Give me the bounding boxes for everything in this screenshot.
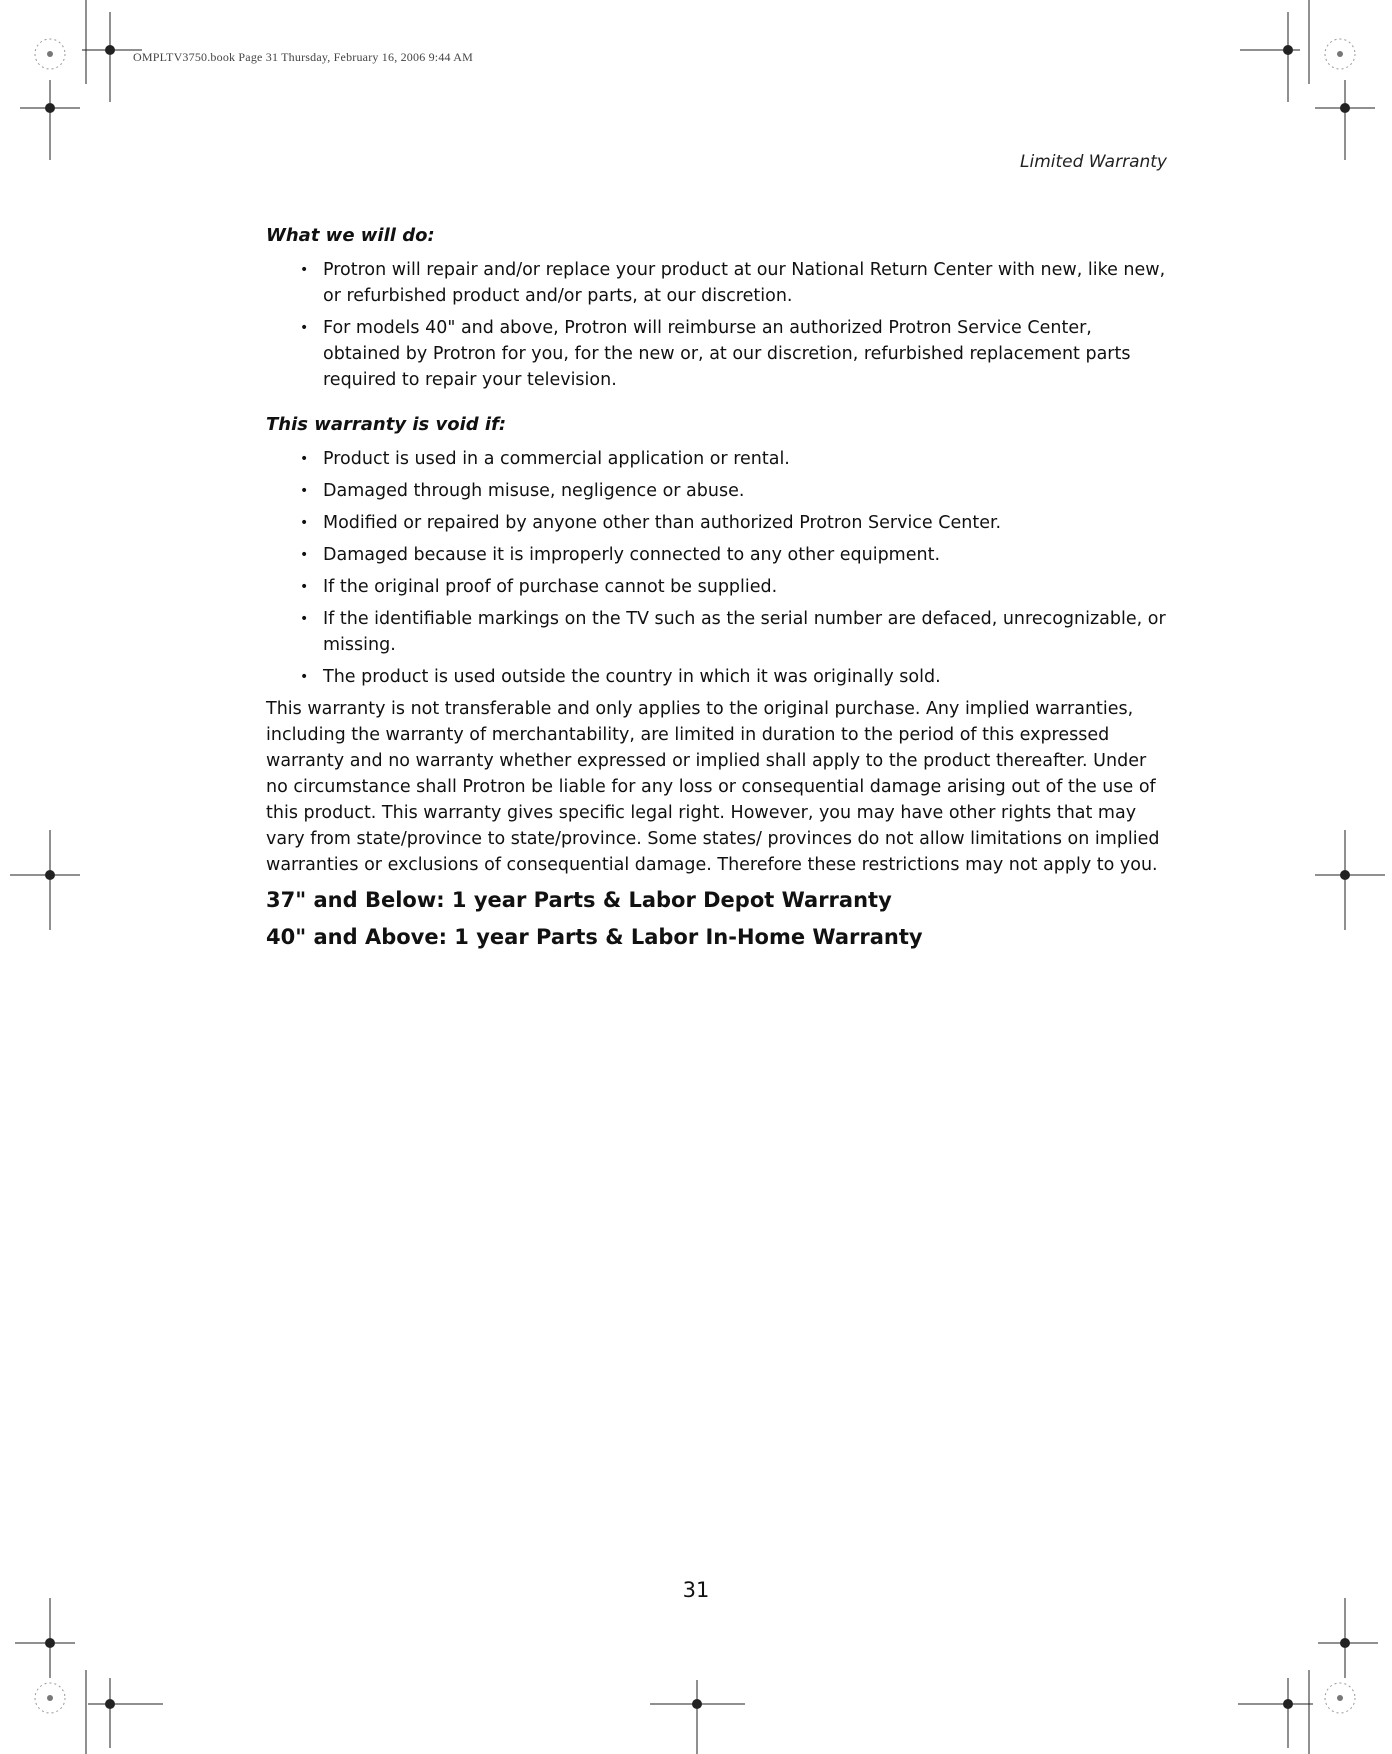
warranty-terms-paragraph: This warranty is not transferable and only applies to the original purchase. Any implied warranties, including the warranty of merchantability, are limited in duration to the period of this expressed warranty and no warranty whether expressed or implied shall apply to the product thereafter. Under no circumstance shall Protron be liable for any loss or consequential damage arising out of the use of this product. This warranty gives specific legal right. However, you may have other rights that may vary from state/province to state/province. Some states/ provinces do not allow limitations on implied warranties or exclusions of consequential damage. Therefore these restrictions may not apply to you. bbox=[266, 699, 1160, 875]
registration-mark-icon bbox=[10, 830, 80, 930]
list-item bbox=[300, 574, 1166, 600]
registration-mark-icon bbox=[88, 1668, 163, 1748]
registration-mark-icon bbox=[1238, 1668, 1313, 1748]
registration-mark-icon bbox=[82, 12, 142, 102]
trim-line-icon bbox=[1308, 0, 1310, 84]
list-item bbox=[300, 478, 1166, 504]
list-item bbox=[300, 446, 1166, 472]
list-item bbox=[300, 510, 1166, 536]
warranty-line-37-below: 37" and Below: 1 year Parts & Labor Depot Warranty bbox=[266, 888, 892, 912]
list-item bbox=[300, 606, 1166, 658]
registration-mark-icon bbox=[650, 1680, 745, 1754]
color-target-icon bbox=[32, 36, 68, 72]
list-item-text: Damaged because it is improperly connected to any other equipment. bbox=[323, 545, 941, 565]
section-heading-warranty-void: This warranty is void if: bbox=[266, 414, 507, 435]
trim-line-icon bbox=[1308, 1670, 1310, 1754]
bullet-icon: • bbox=[300, 547, 309, 563]
bullet-icon: • bbox=[300, 611, 309, 627]
list-item bbox=[300, 542, 1166, 568]
color-target-icon bbox=[1322, 36, 1358, 72]
registration-mark-icon bbox=[20, 80, 80, 160]
list-item-text: The product is used outside the country in which it was originally sold. bbox=[323, 667, 941, 687]
bullet-icon: • bbox=[300, 669, 309, 685]
registration-mark-icon bbox=[1315, 830, 1385, 930]
bullet-icon: • bbox=[300, 515, 309, 531]
list-item-text: Damaged through misuse, negligence or abuse. bbox=[323, 481, 745, 501]
page-number: 31 bbox=[682, 1578, 710, 1602]
color-target-icon bbox=[32, 1680, 68, 1716]
list-item-text: If the original proof of purchase cannot be supplied. bbox=[323, 577, 778, 597]
bullet-icon: • bbox=[300, 451, 309, 467]
list-item bbox=[300, 315, 1166, 393]
warranty-line-40-above: 40" and Above: 1 year Parts & Labor In-Home Warranty bbox=[266, 925, 923, 949]
what-we-will-do-list bbox=[266, 257, 1166, 393]
bullet-icon: • bbox=[300, 483, 309, 499]
bullet-icon: • bbox=[300, 579, 309, 595]
registration-mark-icon bbox=[1315, 80, 1375, 160]
list-item-text: Modified or repaired by anyone other than authorized Protron Service Center. bbox=[323, 513, 1002, 533]
section-heading-what-we-will-do: What we will do: bbox=[266, 225, 435, 246]
trim-line-icon bbox=[85, 1670, 87, 1754]
running-head: Limited Warranty bbox=[1020, 152, 1167, 172]
page-content bbox=[266, 224, 1166, 951]
registration-mark-icon bbox=[15, 1598, 75, 1678]
list-item-text: For models 40" and above, Protron will reimburse an authorized Protron Service Center, obtained by Protron for you, for the new or, at our discretion, refurbished replacement parts required to repair your television. bbox=[323, 318, 1131, 390]
list-item-text: Product is used in a commercial application or rental. bbox=[323, 449, 790, 469]
bullet-icon: • bbox=[300, 320, 309, 336]
registration-mark-icon bbox=[1318, 1598, 1378, 1678]
trim-line-icon bbox=[85, 0, 87, 84]
color-target-icon bbox=[1322, 1680, 1358, 1716]
registration-mark-icon bbox=[1240, 12, 1300, 102]
warranty-void-list bbox=[266, 446, 1166, 690]
list-item-text: If the identifiable markings on the TV such as the serial number are defaced, unrecognizable, or missing. bbox=[323, 609, 1166, 655]
list-item bbox=[300, 664, 1166, 690]
list-item bbox=[300, 257, 1166, 309]
list-item-text: Protron will repair and/or replace your product at our National Return Center with new, like new, or refurbished product and/or parts, at our discretion. bbox=[323, 260, 1166, 306]
bullet-icon: • bbox=[300, 262, 309, 278]
print-slug-line: OMPLTV3750.book Page 31 Thursday, February 16, 2006 9:44 AM bbox=[133, 50, 474, 64]
